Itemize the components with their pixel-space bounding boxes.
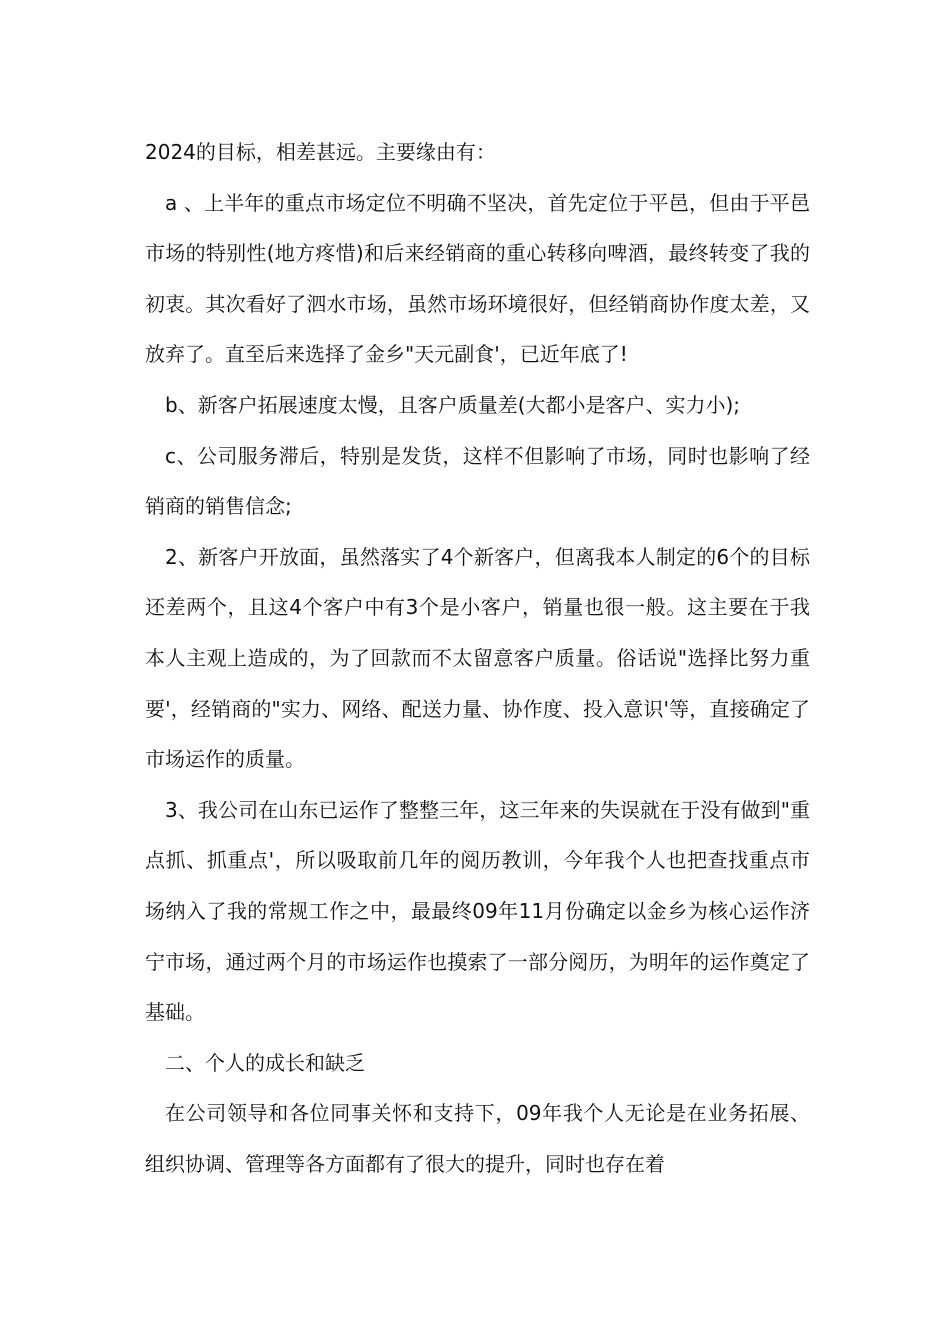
document-body xyxy=(145,127,810,1189)
paragraph-item-a: a 、上半年的重点市场定位不明确不坚决，首先定位于平邑，但由于平邑市场的特别性(地方疼惜)和后来经销商的重心转移向啤酒，最终转变了我的初衷。其次看好了泗水市场，虽然市场环境很好，但经销商协作度太差，又放弃了。直至后来选择了金乡"天元副食'，已近年底了! xyxy=(145,190,810,367)
paragraph-item-b: b、新客户拓展速度太慢，且客户质量差(大都小是客户、实力小); xyxy=(165,392,741,417)
paragraph-personal-growth: 在公司领导和各位同事关怀和支持下，09年我个人无论是在业务拓展、组织协调、管理等各方面都有了很大的提升，同时也存在着 xyxy=(145,1101,810,1176)
section-heading-personal-growth: 二、个人的成长和缺乏 xyxy=(165,1050,365,1075)
paragraph-item-c: c、公司服务滞后，特别是发货，这样不但影响了市场，同时也影响了经销商的销售信念; xyxy=(145,443,810,519)
paragraph-item-3: 3、我公司在山东已运作了整整三年，这三年来的失误就在于没有做到"重点抓、抓重点'，所以吸取前几年的阅历教训，今年我个人也把查找重点市场纳入了我的常规工作之中，最最终09年11月份确定以金乡为核心运作济宁市场，通过两个月的市场运作也摸索了一部分阅历，为明年的运作奠定了基础。 xyxy=(145,797,810,1025)
paragraph-goal-summary: 2024的目标，相差甚远。主要缘由有： xyxy=(145,140,496,164)
paragraph-item-2: 2、新客户开放面，虽然落实了4个新客户，但离我本人制定的6个的目标还差两个，且这4个客户中有3个是小客户，销量也很一般。这主要在于我本人主观上造成的，为了回款而不太留意客户质量。俗话说"选择比努力重要'，经销商的"实力、网络、配送力量、协作度、投入意识'等，直接确定了市场运作的质量。 xyxy=(145,544,810,772)
